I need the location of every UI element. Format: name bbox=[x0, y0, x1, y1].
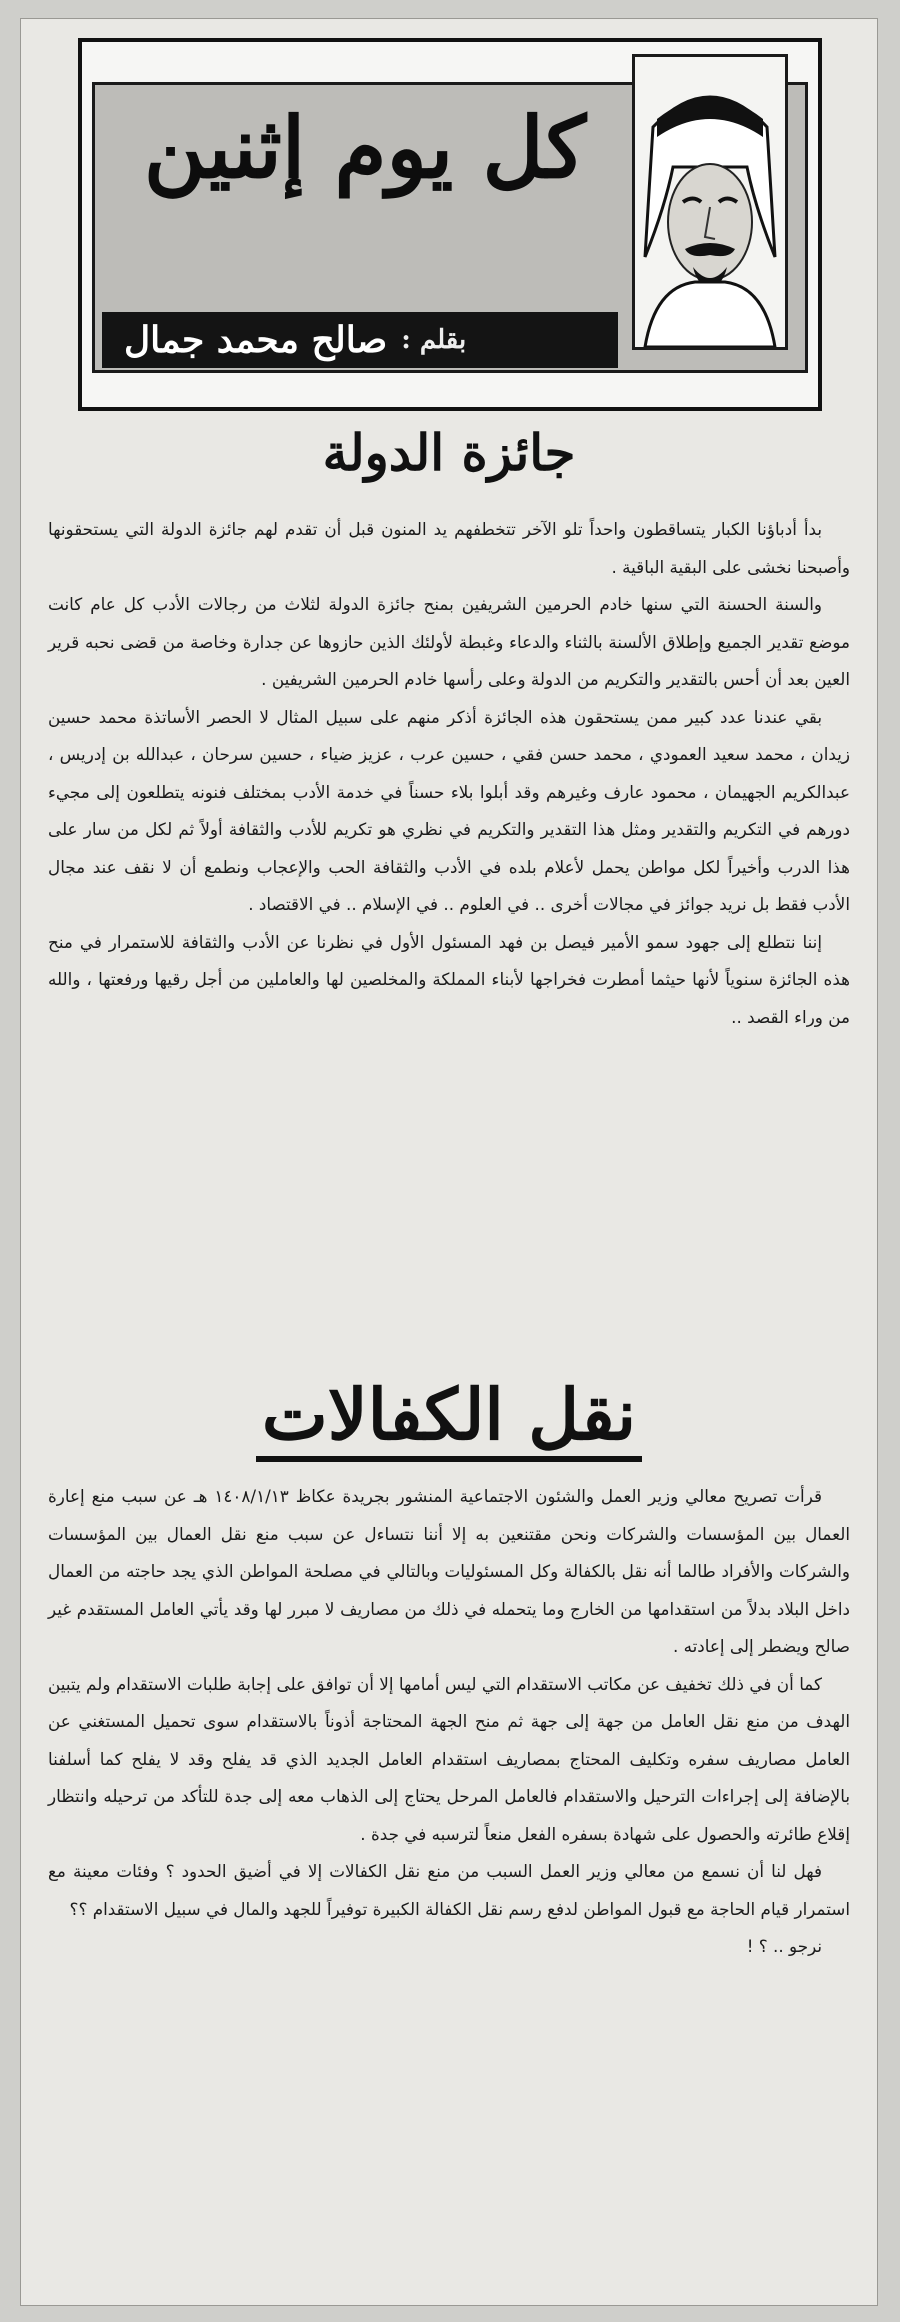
byline-prefix: بقلم : bbox=[401, 325, 467, 355]
article-2-paragraph: نرجو .. ؟ ! bbox=[746, 1936, 822, 1956]
article-2-paragraph: كما أن في ذلك تخفيف عن مكاتب الاستقدام التي ليس أمامها إلا أن توافق على إجابة طلبات الاستقدام ولم يتبين الهدف من منع نقل العامل من جهة إلى جهة ثم منح الجهة المحتاجة أذوناً بالاستقدام سوى تحميل المستغني عن العامل مصاريف سفره وتكليف المحتاج بمصاريف استقدام العامل الجديد الذي قد يفلح وقد لا يفلح كما أسلفنا بالإضافة إلى إجراءات الترحيل والاستقدام فالعامل المرحل يحتاج إلى الذهاب معه إلى جدة للتأكد من ترحيله وانتظار إقلاع طائرته والحصول على شهادة بسفره الفعل منعاً لترسبه في جدة . bbox=[48, 1673, 850, 1844]
article-2-paragraph: قرأت تصريح معالي وزير العمل والشئون الاجتماعية المنشور بجريدة عكاظ ١٤٠٨/١/١٣ هـ عن سبب منع إعارة العمال بين المؤسسات والشركات ونحن مقتنعين به إلا أننا نتساءل عن سبب منع نقل العمال بين المؤسسات والشركات والأفراد طالما أنه نقل بالكفالة وكل المسئوليات وبالتالي في مصلحة المواطن الذي يجد حاجته من العمال داخل البلاد بدلاً من استقدامها من الخارج وما يتحمله في ذلك من مصاريف لا مبرر لها وقد يأتي العامل المستقدم غير صالح ويضطر إلى إعادته . bbox=[48, 1486, 850, 1656]
author-portrait bbox=[632, 54, 788, 350]
newspaper-clipping bbox=[20, 18, 878, 2306]
article-2-paragraph: فهل لنا أن نسمع من معالي وزير العمل السبب من منع نقل الكفالات إلا في أضيق الحدود ؟ وفئات معينة مع استمرار قيام الحاجة مع قبول المواطن لدفع رسم نقل الكفالة الكبيرة توفيراً للجهد والمال في سبيل الاستقدام ؟؟ bbox=[48, 1861, 850, 1919]
byline-banner bbox=[102, 312, 618, 368]
article-1-body bbox=[48, 511, 850, 1036]
article-2-headline bbox=[60, 1373, 838, 1456]
article-2-body bbox=[48, 1478, 850, 1966]
article-2-headline-text: نقل الكفالات bbox=[256, 1373, 642, 1462]
byline-author-name: صالح محمد جمال bbox=[124, 319, 388, 361]
column-title: كل يوم إثنين bbox=[143, 98, 587, 197]
column-masthead bbox=[78, 38, 822, 411]
article-1-headline: جائزة الدولة bbox=[322, 423, 576, 482]
article-1-paragraph: بقي عندنا عدد كبير ممن يستحقون هذه الجائزة أذكر منهم على سبيل المثال لا الحصر الأساتذة محمد حسين زيدان ، محمد سعيد العمودي ، محمد حسن فقي ، حسين عرب ، عزيز ضياء ، حسين سرحان ، عبدالله بن إدريس ، عبدالكريم الجهيمان ، محمود عارف وغيرهم وقد أبلوا بلاء حسناً في خدمة الأدب بمختلف فنونه يتطلعون إلى مجيء دورهم في التكريم والتقدير ومثل هذا التقدير والتكريم في نظري هو تكريم للأدب والثقافة أولاً ثم لكل من سار على هذا الدرب وأخيراً لكل مواطن يحمل لأعلام بلده في الأدب والثقافة الحب والإعجاب ونطمع أن لا نقف عند مجال الأدب فقط بل نريد جوائز في مجالات أخرى .. في العلوم .. في الإسلام .. في الاقتصاد . bbox=[48, 706, 850, 914]
author-portrait-drawing bbox=[635, 57, 785, 347]
article-1-paragraph: والسنة الحسنة التي سنها خادم الحرمين الشريفين بمنح جائزة الدولة لثلاث من رجالات الأدب كل عام كانت موضع تقدير الجميع وإطلاق الألسنة بالثناء والدعاء وغبطة لأولئك الذين حازوها عن جدارة وخاصة من قضى نحبه قرير العين بعد أن أحس بالتقدير والتكريم من الدولة وعلى رأسها خادم الحرمين الشريفين . bbox=[48, 594, 850, 689]
article-1-paragraph: إننا نتطلع إلى جهود سمو الأمير فيصل بن فهد المسئول الأول في نظرنا عن الأدب والثقافة للاستمرار في منح هذه الجائزة سنوياً لأنها حيثما أمطرت فخراجها لأبناء المملكة والمخلصين لها والعاملين من أجل رقيها ورفعتها ، والله من وراء القصد .. bbox=[48, 931, 850, 1027]
article-1-paragraph: بدأ أدباؤنا الكبار يتساقطون واحداً تلو الآخر تتخطفهم يد المنون قبل أن تقدم لهم جائزة الدولة التي يستحقونها وأصبحنا نخشى على البقية الباقية . bbox=[48, 519, 850, 577]
